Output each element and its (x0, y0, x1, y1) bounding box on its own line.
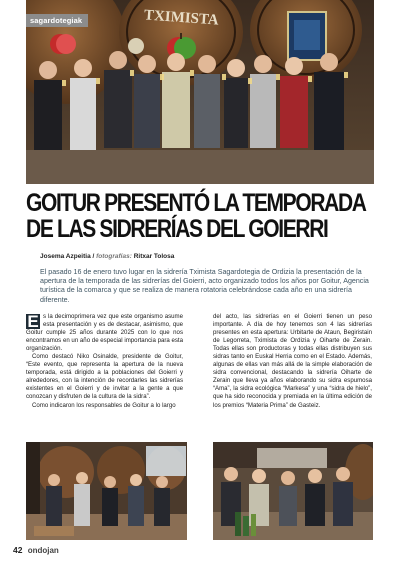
bottom-right-photo (213, 442, 373, 540)
dropcap: E (27, 312, 39, 331)
publication-name: ondojan (27, 546, 59, 555)
barrel-lettering: TXIMISTA (143, 7, 220, 29)
body-paragraph: del acto, las sidrerías en el Goierri tienen un peso importante. A día de hoy tenemos son 4 las sidrerías presentes en esta apertura: Urbitarte de Ataun, Begiristain de Legorreta, Tximista de Ordizia y Oiharte de Zerain. Todas ellas son productoras y todas ellas distribuyen sus sidras tanto en Euskal Herria como en el Estado. Además, algunas de ellas van más allá de la simple elaboración de sidra convencional, destacando la sidrería Oiharte de Zerain que lleva ya años elaborando su sidra espumosa “Ama”, la sidra ecológica “Markesa” y una “sidra de hielo”, que ha sido reconocida y premiada en la última edición de los premios “Materia Prima” de Gasteiz. (213, 313, 372, 409)
byline-photographer: Ritxar Tolosa (133, 253, 175, 260)
apple-logo-icon (50, 34, 76, 54)
top-group-photo (26, 0, 374, 184)
headline-line-1: GOITUR PRESENTÓ LA TEMPORADA (26, 189, 366, 217)
byline (40, 253, 174, 260)
body-paragraph-text: s la decimoprimera vez que este organismo asume esta presentación y es de destacar, asimismo, que Goitur cumple 25 años durante 2025 con lo que nos encontramos en un año de especial importancia para esta organización. (26, 313, 183, 353)
page-number: 42 (13, 545, 23, 555)
body-paragraph: Como indicaron los responsables de Goitur a lo largo (32, 401, 176, 409)
byline-photo-label: fotografías: (96, 253, 132, 260)
section-tag: sagardotegiak (26, 14, 88, 27)
byline-author: Josema Azpeitia / (40, 253, 95, 260)
headline-line-2: DE LAS SIDRERÍAS DEL GOIERRI (26, 215, 328, 243)
body-column-right (213, 313, 372, 410)
body-paragraph (26, 313, 183, 353)
article-lead: El pasado 16 de enero tuvo lugar en la sidrería Tximista Sagardotegia de Ordizia la presentación de la apertura de la temporada de las sidrerías del Goierri, acto organizado todos los años por Goitur, Agencia turística de la comarca y que se realiza de manera rotatoria celebrándose cada año en una sidrería diferente. (40, 268, 369, 304)
body-paragraph: Como destacó Niko Osinalde, presidente de Goitur, “Este evento, que representa la apertura de la nueva temporada, está dirigido a la poblaciones del Goierri y alrededores, con la intención de recordarles las sidrerías existentes en el Goierri y de invitar a la gente a que conozcan y disfruten de la cultura de la sidra”. (26, 353, 183, 401)
article-headline (26, 189, 366, 243)
bottom-left-photo (26, 442, 187, 540)
body-column-left (26, 313, 183, 410)
page-footer (13, 545, 59, 555)
